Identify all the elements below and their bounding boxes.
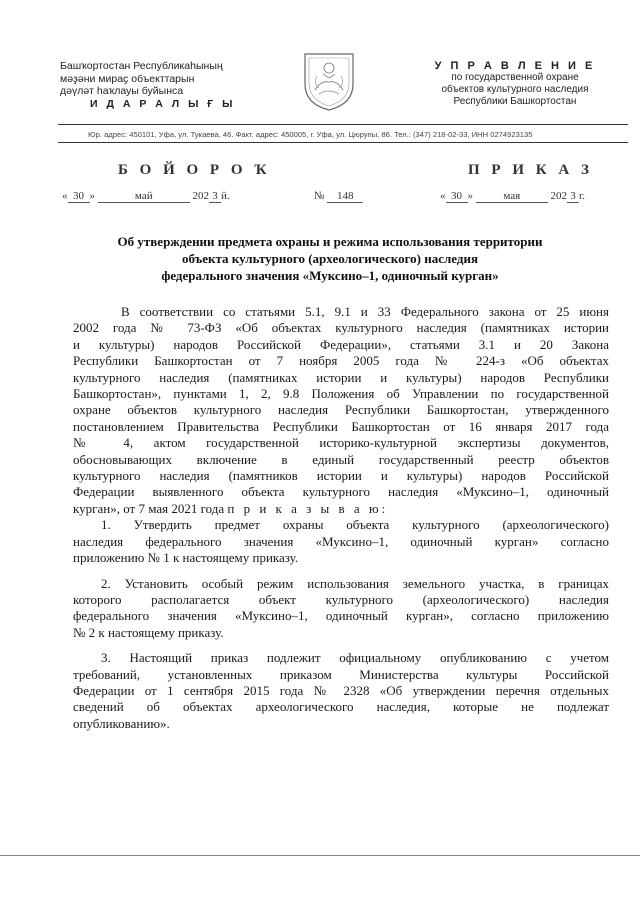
header-left-org: И Д А Р А Л Ы Ғ Ы <box>90 97 236 110</box>
document-title <box>70 233 590 284</box>
date-year-digit: 3 <box>567 190 579 203</box>
item-line: Федерации от 1 сентября 2015 года № 2328 «Об утверждении перечня отдельных <box>73 682 609 698</box>
preamble-line: В соответствии со статьями 5.1, 9.1 и 33 Федерального закона от 25 июня <box>121 304 609 319</box>
item-line: опубликованию». <box>73 715 170 731</box>
number-value: 148 <box>327 190 363 203</box>
document-title-line: федерального значения «Муксино–1, одиночный курган» <box>161 268 499 283</box>
header-right-line: Республики Башкортостан <box>453 96 577 107</box>
item-line: федерального значения «Муксино–1, одиночный курган», согласно приложению <box>73 608 609 624</box>
document-body <box>73 304 609 732</box>
date-year-prefix: 202 <box>550 190 567 202</box>
header-right-block <box>420 60 610 108</box>
date-day: 30 <box>446 190 468 203</box>
preamble-line: охране объектов культурного наследия Республики Башкортостан, утвержденного <box>73 402 609 418</box>
date-day: 30 <box>68 190 90 203</box>
item-line: 1. Утвердить предмет охраны объекта культурного (археологического) <box>101 517 609 533</box>
header-right-title: У П Р А В Л Е Н И Е <box>434 60 596 72</box>
bottom-rule <box>0 855 640 856</box>
order-date-left <box>62 190 230 203</box>
item-3-paragraph <box>73 650 609 732</box>
document-title-line: объекта культурного (археологического) наследия <box>181 251 478 266</box>
preamble-line: Башкортостан», пунктами 1, 2, 9.8 Положения об Управлении по государственной <box>73 386 609 402</box>
preamble-line: Федерации выявленного объекта культурного наследия «Муксино–1, одиночный <box>73 484 609 500</box>
preamble-line: № 4, актом государственной историко-культурной экспертизы документов, <box>73 435 609 451</box>
item-line: которого располагается объект культурного (археологического) наследия <box>73 591 609 607</box>
number-label: № <box>314 190 325 202</box>
preamble-line: 2002 года № 73-ФЗ «Об объектах культурного наследия (памятниках истории <box>73 320 609 336</box>
item-line: сведений об объектах археологического наследия, которые не подлежат <box>73 699 609 715</box>
order-title-bashkir: Б О Й О Р О Ҡ <box>118 162 271 178</box>
preamble-line: культурного наследия (памятниках истории и культуры) народов Республики <box>73 369 609 385</box>
item-line: 3. Настоящий приказ подлежит официальному опубликованию с учетом <box>101 650 609 666</box>
preamble-line: обосновывающих включение в единый государственный реестр объектов <box>73 451 609 467</box>
item-line: требований, установленных приказом Министерства культуры Российской <box>73 666 609 682</box>
date-quote-close: » <box>89 190 95 202</box>
header-rule <box>58 124 628 125</box>
order-title-russian: П Р И К А З <box>468 162 593 178</box>
order-date-right <box>440 190 585 203</box>
preamble-line: постановлением Правительства Республики Башкортостан от 16 января 2017 года <box>73 418 609 434</box>
order-number <box>314 190 363 203</box>
item-2-paragraph <box>73 576 609 642</box>
header-right-line: объектов культурного наследия <box>441 84 589 95</box>
preamble-line: и культуры) народов Российской Федерации», статьями 3.1 и 20 Закона <box>73 336 609 352</box>
preamble-paragraph <box>73 304 609 517</box>
address-rule <box>58 142 628 143</box>
date-month: май <box>98 190 190 203</box>
date-quote-open: « <box>62 190 68 202</box>
date-year-prefix: 202 <box>192 190 209 202</box>
header-left-block <box>60 60 270 110</box>
date-quote-open: « <box>440 190 446 202</box>
date-quote-close: » <box>467 190 473 202</box>
coat-of-arms-emblem <box>301 50 357 112</box>
preamble-line-final <box>73 501 609 517</box>
address-line: Юр. адрес: 450101, Уфа, ул. Тукаева, 46. Факт. адрес: 450005, г. Уфа, ул. Цюрупы, 86. Тел.: (347) 218-02-33, ИНН 0274923135 <box>88 130 533 139</box>
item-line: 2. Установить особый режим использования земельного участка, в границах <box>101 575 609 591</box>
preamble-line: Республики Башкортостан от 7 ноября 2005 года № 224-з «Об объектах <box>73 353 609 369</box>
item-line: наследия федерального значения «Муксино–1, одиночный курган» согласно <box>73 533 609 549</box>
date-suffix: г. <box>579 190 586 202</box>
header-left-line: Башҡортостан Республикаһының <box>60 60 223 72</box>
header-right-line: по государственной охране <box>451 72 579 83</box>
document-title-line: Об утверждении предмета охраны и режима использования территории <box>117 234 543 249</box>
header-left-line: дәүләт һаҡлауы буйынса <box>60 85 184 97</box>
item-line: № 2 к настоящему приказу. <box>73 624 224 640</box>
header-left-line: мәҙәни мираҫ объекттарын <box>60 72 195 85</box>
date-month: мая <box>476 190 548 203</box>
preamble-line: культурного наследия (памятников истории и культуры) народов Российской <box>73 468 609 484</box>
item-1-paragraph <box>73 517 609 566</box>
date-suffix: й. <box>221 190 230 202</box>
item-line: приложению № 1 к настоящему приказу. <box>73 550 299 566</box>
preamble-line: курган», от 7 мая 2021 года <box>73 500 225 516</box>
order-verb: п р и к а з ы в а ю: <box>227 500 389 516</box>
date-year-digit: 3 <box>209 190 221 203</box>
